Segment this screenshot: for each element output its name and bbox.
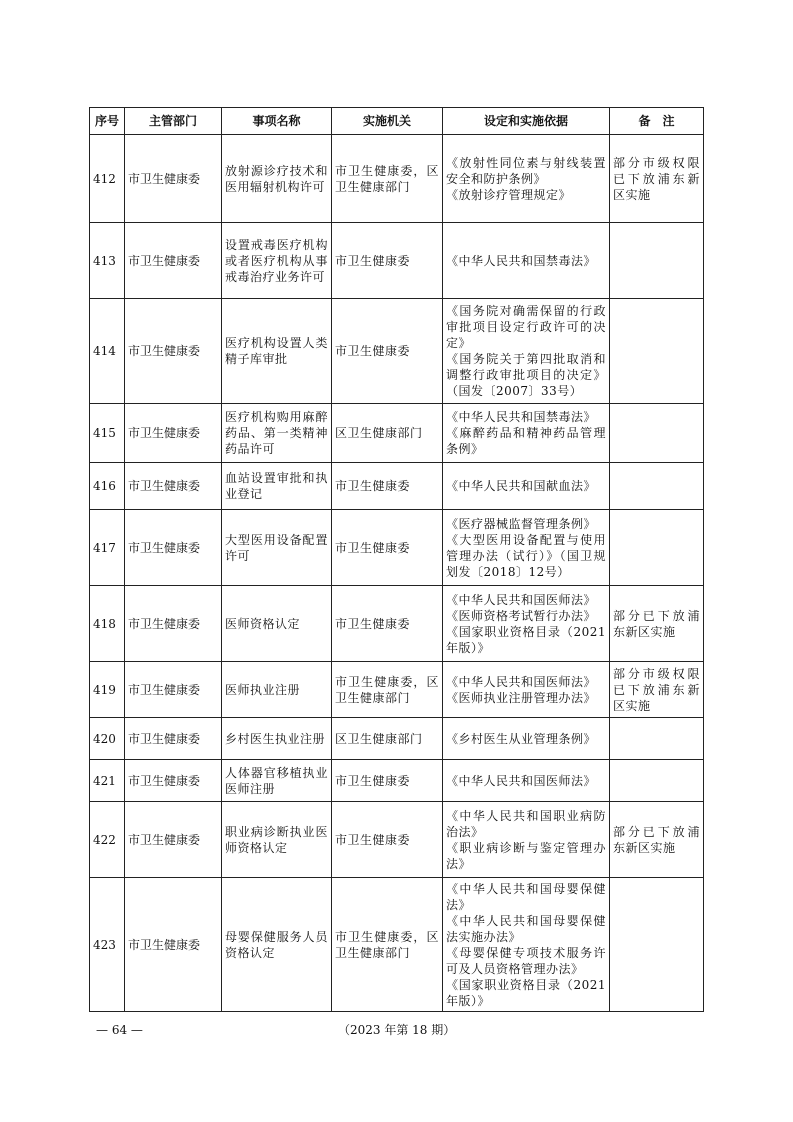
table-row xyxy=(90,510,704,586)
row-basis xyxy=(443,760,610,802)
header-dept: 主管部门 xyxy=(125,108,222,135)
row-basis xyxy=(443,404,610,463)
row-agency: 区卫生健康部门 xyxy=(332,718,443,760)
basis-item: 《麻醉药品和精神药品管理条例》 xyxy=(446,426,606,456)
row-basis xyxy=(443,878,610,1012)
row-basis xyxy=(443,802,610,878)
row-item-name: 医师执业注册 xyxy=(222,662,332,718)
row-agency: 市卫生健康委，区卫生健康部门 xyxy=(332,662,443,718)
row-item-name: 血站设置审批和执业登记 xyxy=(222,463,332,510)
row-seq: 412 xyxy=(90,135,125,223)
row-basis xyxy=(443,718,610,760)
row-agency: 市卫生健康委 xyxy=(332,510,443,586)
header-basis: 设定和实施依据 xyxy=(443,108,610,135)
row-basis xyxy=(443,223,610,299)
basis-item: 《放射性同位素与射线装置安全和防护条例》 xyxy=(446,155,606,186)
issue-label: （2023 年第 18 期） xyxy=(338,1023,456,1037)
table-row xyxy=(90,878,704,1012)
basis-item: 《大型医用设备配置与使用管理办法（试行）》（国卫规划发〔2018〕12号） xyxy=(446,532,606,579)
row-dept: 市卫生健康委 xyxy=(125,404,222,463)
table-row xyxy=(90,299,704,404)
basis-item: 《国家职业资格目录（2021年版）》 xyxy=(446,977,606,1008)
row-dept: 市卫生健康委 xyxy=(125,586,222,662)
row-dept: 市卫生健康委 xyxy=(125,510,222,586)
basis-item: 《中华人民共和国母婴保健法实施办法》 xyxy=(446,913,606,944)
row-seq: 420 xyxy=(90,718,125,760)
basis-item: 《医疗器械监督管理条例》 xyxy=(446,516,597,531)
header-name: 事项名称 xyxy=(222,108,332,135)
row-item-name: 设置戒毒医疗机构或者医疗机构从事戒毒治疗业务许可 xyxy=(222,223,332,299)
row-dept: 市卫生健康委 xyxy=(125,662,222,718)
table-row xyxy=(90,586,704,662)
basis-item: 《职业病诊断与鉴定管理办法》 xyxy=(446,840,606,871)
basis-item: 《中华人民共和国医师法》 xyxy=(446,592,597,607)
row-agency: 区卫生健康部门 xyxy=(332,404,443,463)
table-row xyxy=(90,662,704,718)
row-note xyxy=(610,718,704,760)
row-seq: 422 xyxy=(90,802,125,878)
basis-item: 《国务院关于第四批取消和调整行政审批项目的决定》（国发〔2007〕33号） xyxy=(446,352,606,398)
row-note: 部分市级权限已下放浦东新区实施 xyxy=(610,135,704,223)
row-item-name: 医疗机构设置人类精子库审批 xyxy=(222,299,332,404)
row-seq: 418 xyxy=(90,586,125,662)
header-agency: 实施机关 xyxy=(332,108,443,135)
row-agency: 市卫生健康委 xyxy=(332,223,443,299)
page-number: — 64 — xyxy=(96,1023,143,1037)
row-item-name: 乡村医生执业注册 xyxy=(222,718,332,760)
row-agency: 市卫生健康委 xyxy=(332,586,443,662)
table-row xyxy=(90,135,704,223)
row-note: 部分已下放浦东新区实施 xyxy=(610,586,704,662)
row-item-name: 母婴保健服务人员资格认定 xyxy=(222,878,332,1012)
row-basis xyxy=(443,662,610,718)
row-basis xyxy=(443,510,610,586)
row-agency: 市卫生健康委，区卫生健康部门 xyxy=(332,135,443,223)
table-body xyxy=(90,135,704,1012)
row-dept: 市卫生健康委 xyxy=(125,299,222,404)
row-seq: 413 xyxy=(90,223,125,299)
permit-items-table xyxy=(89,107,704,1012)
row-item-name: 医师资格认定 xyxy=(222,586,332,662)
row-dept: 市卫生健康委 xyxy=(125,463,222,510)
row-note xyxy=(610,463,704,510)
row-basis xyxy=(443,463,610,510)
row-agency: 市卫生健康委 xyxy=(332,760,443,802)
row-note xyxy=(610,404,704,463)
basis-item: 《母婴保健专项技术服务许可及人员资格管理办法》 xyxy=(446,945,606,976)
row-agency: 市卫生健康委 xyxy=(332,299,443,404)
row-seq: 415 xyxy=(90,404,125,463)
row-note xyxy=(610,510,704,586)
row-item-name: 大型医用设备配置许可 xyxy=(222,510,332,586)
row-seq: 417 xyxy=(90,510,125,586)
row-agency: 市卫生健康委 xyxy=(332,463,443,510)
basis-item: 《医师执业注册管理办法》 xyxy=(446,690,597,705)
basis-item: 《中华人民共和国禁毒法》 xyxy=(446,253,597,268)
row-basis xyxy=(443,299,610,404)
row-basis xyxy=(443,135,610,223)
row-dept: 市卫生健康委 xyxy=(125,878,222,1012)
row-note xyxy=(610,760,704,802)
table-row xyxy=(90,223,704,299)
row-dept: 市卫生健康委 xyxy=(125,802,222,878)
table-row xyxy=(90,463,704,510)
basis-item: 《中华人民共和国医师法》 xyxy=(446,674,597,689)
row-item-name: 职业病诊断执业医师资格认定 xyxy=(222,802,332,878)
row-dept: 市卫生健康委 xyxy=(125,223,222,299)
row-note xyxy=(610,223,704,299)
row-seq: 421 xyxy=(90,760,125,802)
header-note: 备 注 xyxy=(610,108,704,135)
row-note: 部分已下放浦东新区实施 xyxy=(610,802,704,878)
table-header-row xyxy=(90,108,704,135)
row-item-name: 人体器官移植执业医师注册 xyxy=(222,760,332,802)
table-row xyxy=(90,718,704,760)
row-agency: 市卫生健康委，区卫生健康部门 xyxy=(332,878,443,1012)
row-dept: 市卫生健康委 xyxy=(125,760,222,802)
row-seq: 423 xyxy=(90,878,125,1012)
basis-item: 《医师资格考试暂行办法》 xyxy=(446,608,597,623)
row-seq: 416 xyxy=(90,463,125,510)
row-note xyxy=(610,299,704,404)
basis-item: 《国家职业资格目录（2021年版）》 xyxy=(446,624,606,655)
row-seq: 414 xyxy=(90,299,125,404)
basis-item: 《中华人民共和国职业病防治法》 xyxy=(446,808,606,839)
basis-item: 《放射诊疗管理规定》 xyxy=(446,187,572,202)
row-item-name: 医疗机构购用麻醉药品、第一类精神药品许可 xyxy=(222,404,332,463)
table-row xyxy=(90,802,704,878)
row-basis xyxy=(443,586,610,662)
row-note xyxy=(610,878,704,1012)
basis-item: 《中华人民共和国母婴保健法》 xyxy=(446,881,606,912)
row-note: 部分市级权限已下放浦东新区实施 xyxy=(610,662,704,718)
table-row xyxy=(90,760,704,802)
row-dept: 市卫生健康委 xyxy=(125,718,222,760)
basis-item: 《乡村医生从业管理条例》 xyxy=(446,731,597,746)
row-item-name: 放射源诊疗技术和医用辐射机构许可 xyxy=(222,135,332,223)
basis-item: 《国务院对确需保留的行政审批项目设定行政许可的决定》 xyxy=(446,304,606,350)
basis-item: 《中华人民共和国献血法》 xyxy=(446,479,597,493)
basis-item: 《中华人民共和国禁毒法》 xyxy=(446,410,597,424)
row-seq: 419 xyxy=(90,662,125,718)
table-row xyxy=(90,404,704,463)
row-agency: 市卫生健康委 xyxy=(332,802,443,878)
header-seq: 序号 xyxy=(90,108,125,135)
basis-item: 《中华人民共和国医师法》 xyxy=(446,773,597,788)
row-dept: 市卫生健康委 xyxy=(125,135,222,223)
